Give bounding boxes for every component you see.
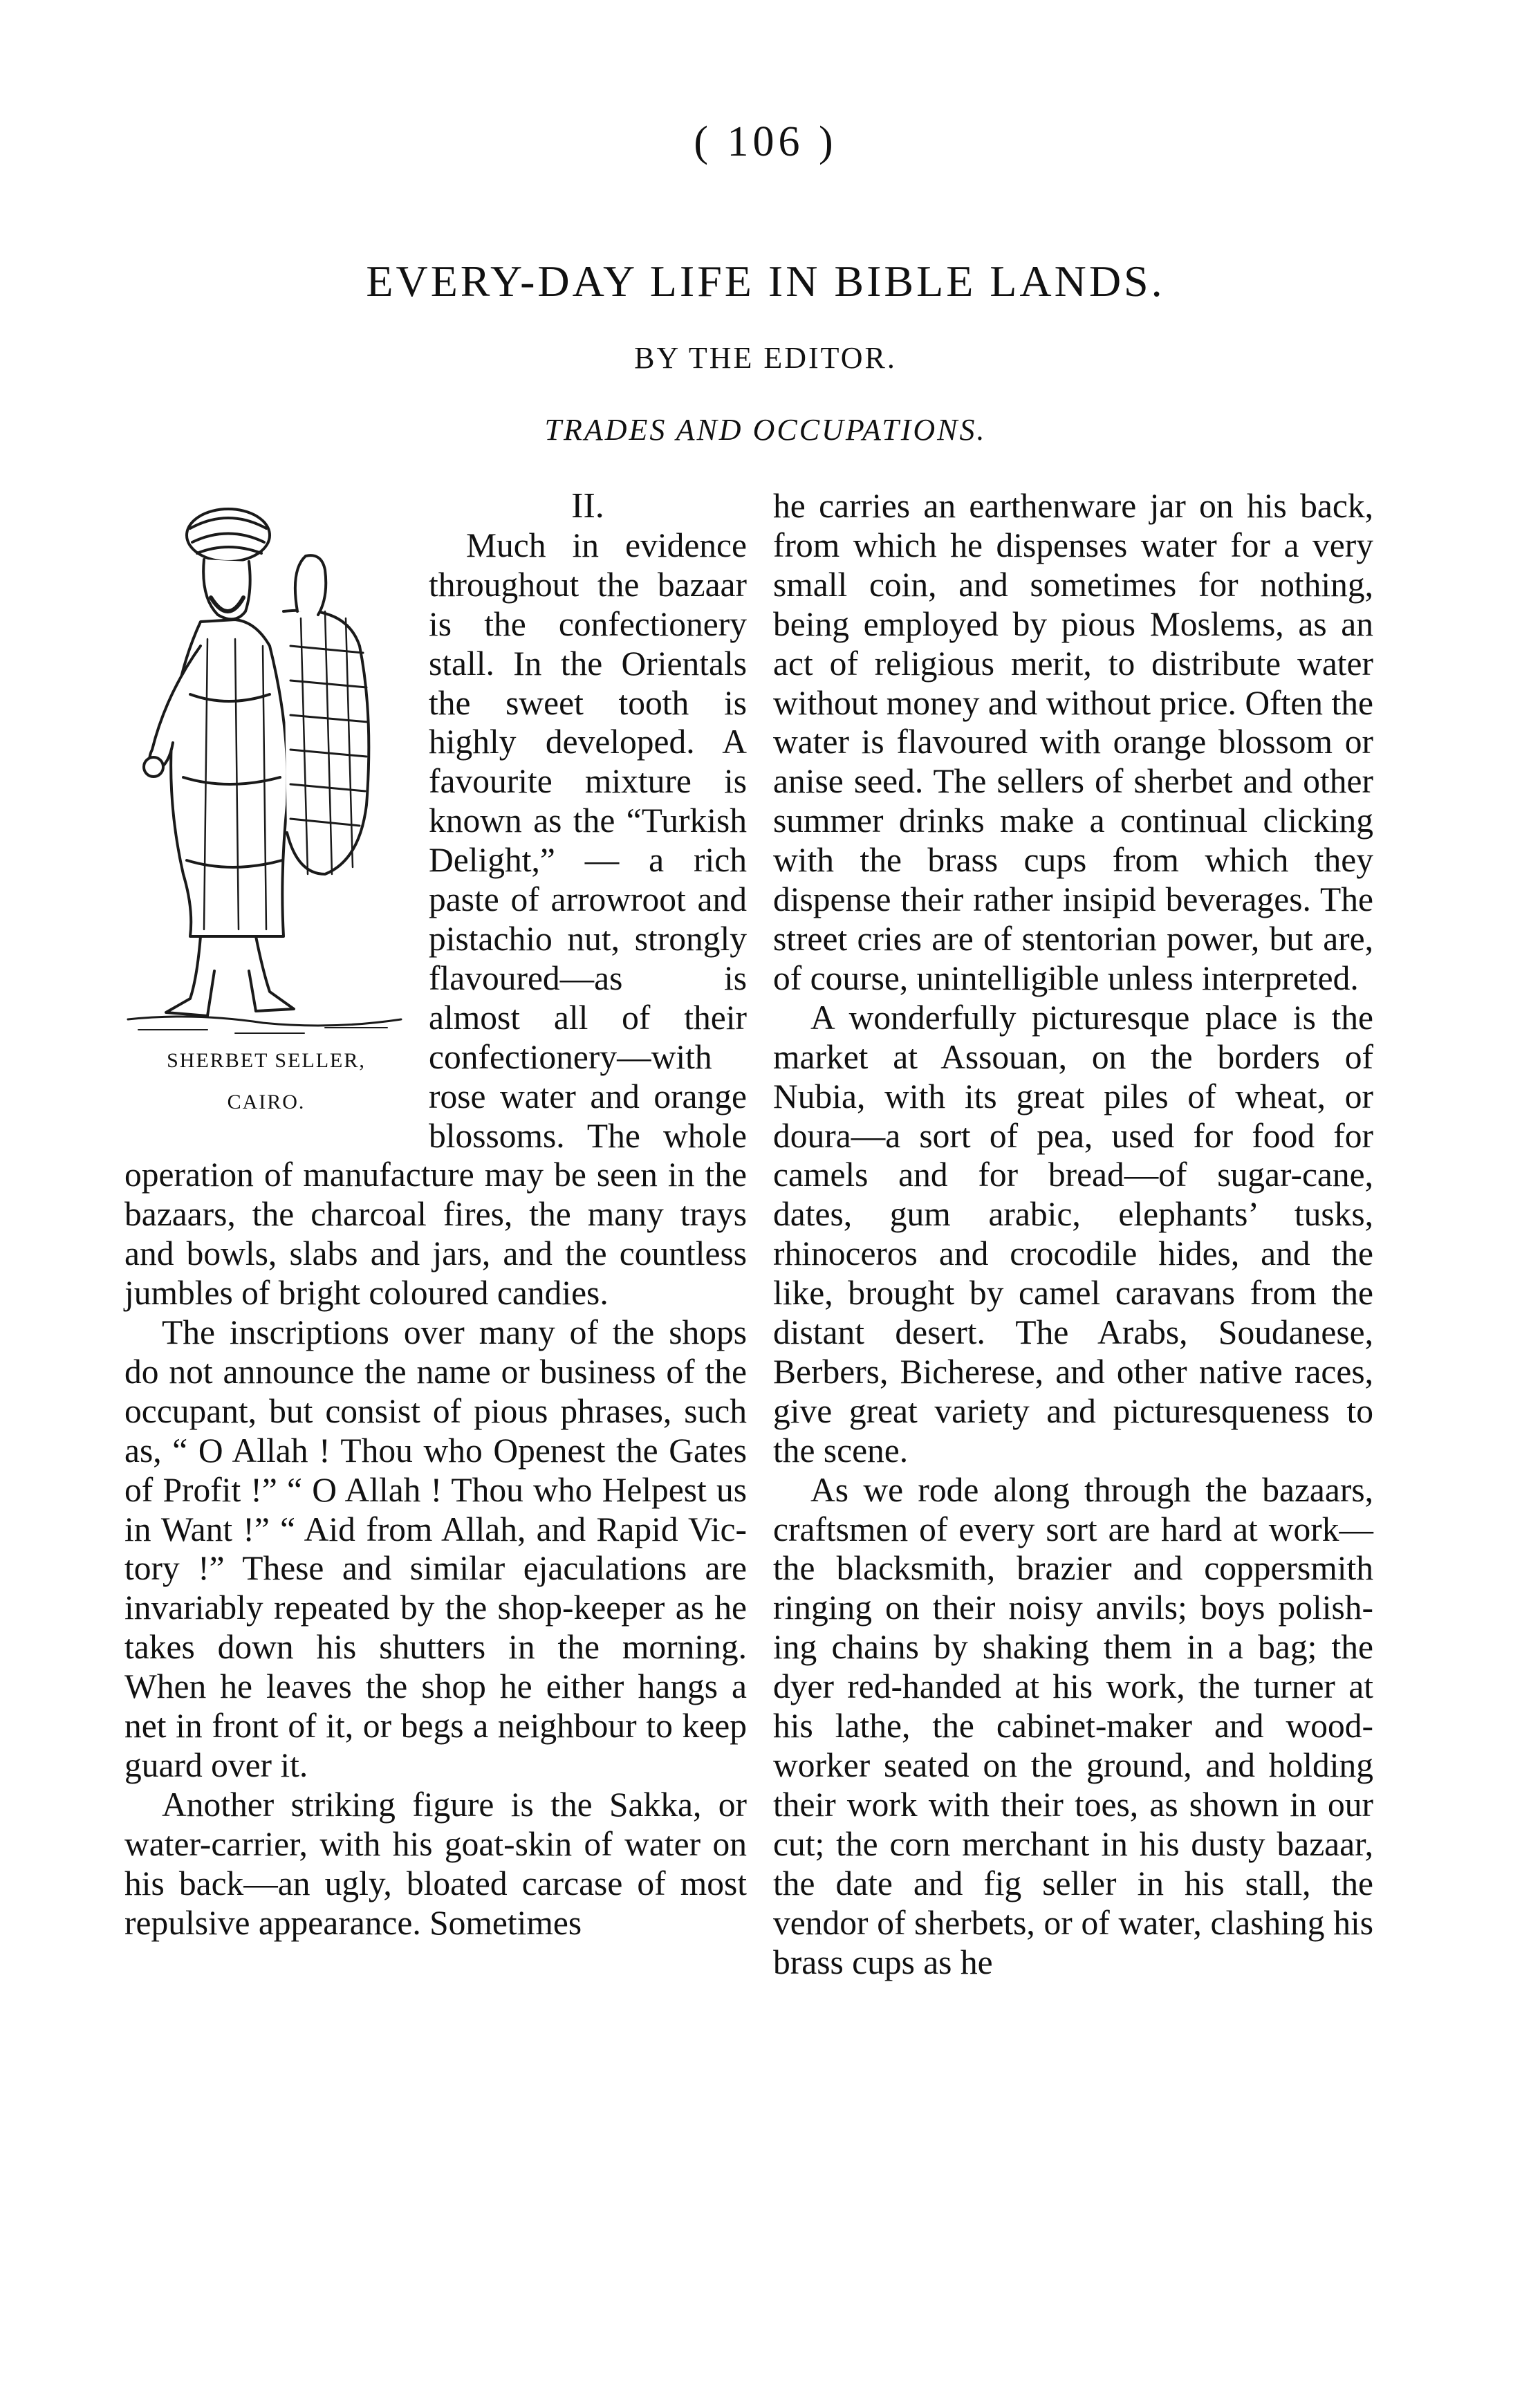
article-title: EVERY-DAY LIFE IN BIBLE LANDS.	[366, 257, 1165, 306]
part-numeral: II.	[571, 486, 604, 526]
byline: BY THE EDITOR.	[634, 341, 897, 375]
paragraph-3: Another striking figure is the Sakka, or water-carrier, with his goat-skin of water on his back—an ugly, bloated carcase of most repulsive appearance. Sometimes	[124, 1785, 747, 1942]
paragraph-4: he carries an earthenware jar on his back, from which he dispenses water for a very small coin, and sometimes for nothing, being employed by pious Moslems, as an act of religious merit, to distribute water without money and without price. Often the water is flavoured with orange blossom or anise seed. The sellers of sherbet and other summer drinks make a continual clicking with the brass cups from which they dispense their rather insipid beverages. The street cries are of stentorian power, but are, of course, unintelligible unless interpreted.	[773, 487, 1373, 997]
paragraph-6: As we rode along through the bazaars, craftsmen of every sort are hard at work—the blacksmith, brazier and coppersmith ringing on their noisy anvils; boys polishing chains by shaking them in a bag; the dyer red-handed at his work, the turner at his lathe, the cabinet-maker and wood-worker seated on the ground, and holding their work with their toes, as shown in our cut; the corn merchant in his dusty bazaar, the date and fig seller in his stall, the vendor of sherbets, or of water, clashing his brass cups as he	[773, 1470, 1373, 1981]
figure-caption-line2: CAIRO.	[227, 1091, 306, 1113]
section-heading: TRADES AND OCCUPATIONS.	[544, 413, 987, 447]
paragraph-1: Much in evidence throughout the bazaar is the confectionery stall. In the Orientals the sweet tooth is highly developed. A favourite mixture is known as the “Turkish Delight,” — a rich paste of arrowroot and pistachio nut, strongly flavoured—as is almost all of their confectionery—with rose water and orange blossoms. The whole operation of manufacture may be seen in the bazaars, the charcoal fires, the many trays and bowls, slabs and jars, and the countless jumbles of bright coloured candies.	[124, 526, 747, 1313]
page-number: ( 106 )	[694, 118, 837, 165]
paragraph-5: A wonderfully picturesque place is the market at Assouan, on the borders of Nubia, with its great piles of wheat, or doura—a sort of pea, used for food for camels and for bread—of sugar-cane, dates, gum arabic, elephants’ tusks, rhinoceros and crocodile hides, and the like, brought by camel caravans from the distant desert. The Arabs, Soudanese, Berbers, Bicherese, and other native races, give great variety and picturesqueness to the scene.	[773, 998, 1373, 1470]
left-column	[124, 487, 747, 1943]
sherbet-seller-illustration	[124, 487, 408, 1040]
right-column	[773, 487, 1373, 1982]
figure-caption-line1: SHERBET SELLER,	[167, 1049, 366, 1072]
paragraph-2: The inscriptions over many of the shops do not announce the name or business of the occupant, but consist of pious phrases, such as, “ O Allah ! Thou who Openest the Gates of Profit !” “ O Allah ! Thou who Helpest us in Want !” “ Aid from Allah, and Rapid Victory !” These and similar ejaculations are invariably repeated by the shop-keeper as he takes down his shutters in the morning. When he leaves the shop he either hangs a net in front of it, or begs a neighbour to keep guard over it.	[124, 1313, 747, 1784]
sherbet-seller-figure	[124, 487, 408, 1130]
